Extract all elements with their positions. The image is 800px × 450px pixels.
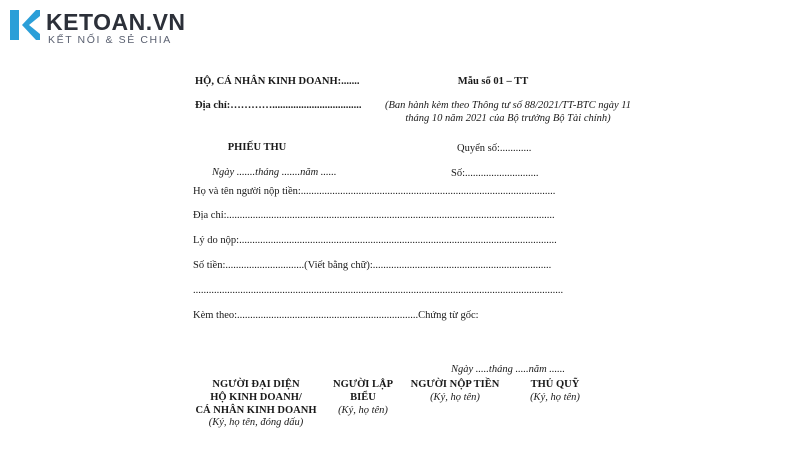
k-logo-icon — [10, 10, 40, 40]
sig-payer-title: NGƯỜI NỘP TIỀN — [410, 379, 500, 390]
sig-representative-title: NGƯỜI ĐẠI DIỆN HỘ KINH DOANH/ CÁ NHÂN KINH DOANH — [195, 379, 317, 416]
attachments-field: Kèm theo:.....................................................................Chứng từ gốc: — [193, 310, 479, 321]
amount-field: Số tiền:..............................(Viết bằng chữ):.................................................................... — [193, 260, 552, 271]
reason-field: Lý do nộp:......................................................................................................................... — [193, 235, 557, 246]
sig-preparer-title: NGƯỜI LẬP BIỂU — [333, 379, 393, 403]
sig-cashier-note: (Ký, họ tên) — [530, 392, 580, 403]
business-label: HỘ, CÁ NHÂN KINH DOANH:....... — [195, 76, 360, 87]
address-top: Địa chỉ:………….................................. — [195, 100, 362, 111]
book-number: Quyển số:............ — [457, 143, 532, 154]
ketoan-logo[interactable] — [10, 10, 210, 46]
brand-tagline: KẾT NỐI & SẺ CHIA — [48, 34, 172, 46]
address-field: Địa chỉ:............................................................................................................................. — [193, 210, 555, 221]
form-number: Mẫu số 01 – TT — [457, 76, 529, 87]
sig-representative-note: (Ký, họ tên, đóng dấu) — [208, 417, 304, 428]
receipt-number: Số:............................ — [451, 168, 539, 179]
payer-name-field: Họ và tên người nộp tiền:................................................................................................. — [193, 186, 556, 197]
receipt-title: PHIẾU THU — [227, 142, 287, 153]
date-line: Ngày .......tháng .......năm ...... — [212, 167, 337, 178]
issued-note: (Ban hành kèm theo Thông tư số 88/2021/TT-BTC ngày 11 tháng 10 năm 2021 của Bộ trưởng Bộ Tài chính) — [385, 100, 631, 124]
brand-name: KETOAN.VN — [46, 9, 186, 35]
sig-preparer-note: (Ký, họ tên) — [338, 405, 388, 416]
amount-extra-line: ............................................................................................................................................. — [193, 285, 564, 296]
sign-date: Ngày .....tháng .....năm ...... — [451, 364, 566, 375]
sig-payer-note: (Ký, họ tên) — [430, 392, 480, 403]
sig-cashier-title: THỦ QUỸ — [530, 379, 580, 390]
